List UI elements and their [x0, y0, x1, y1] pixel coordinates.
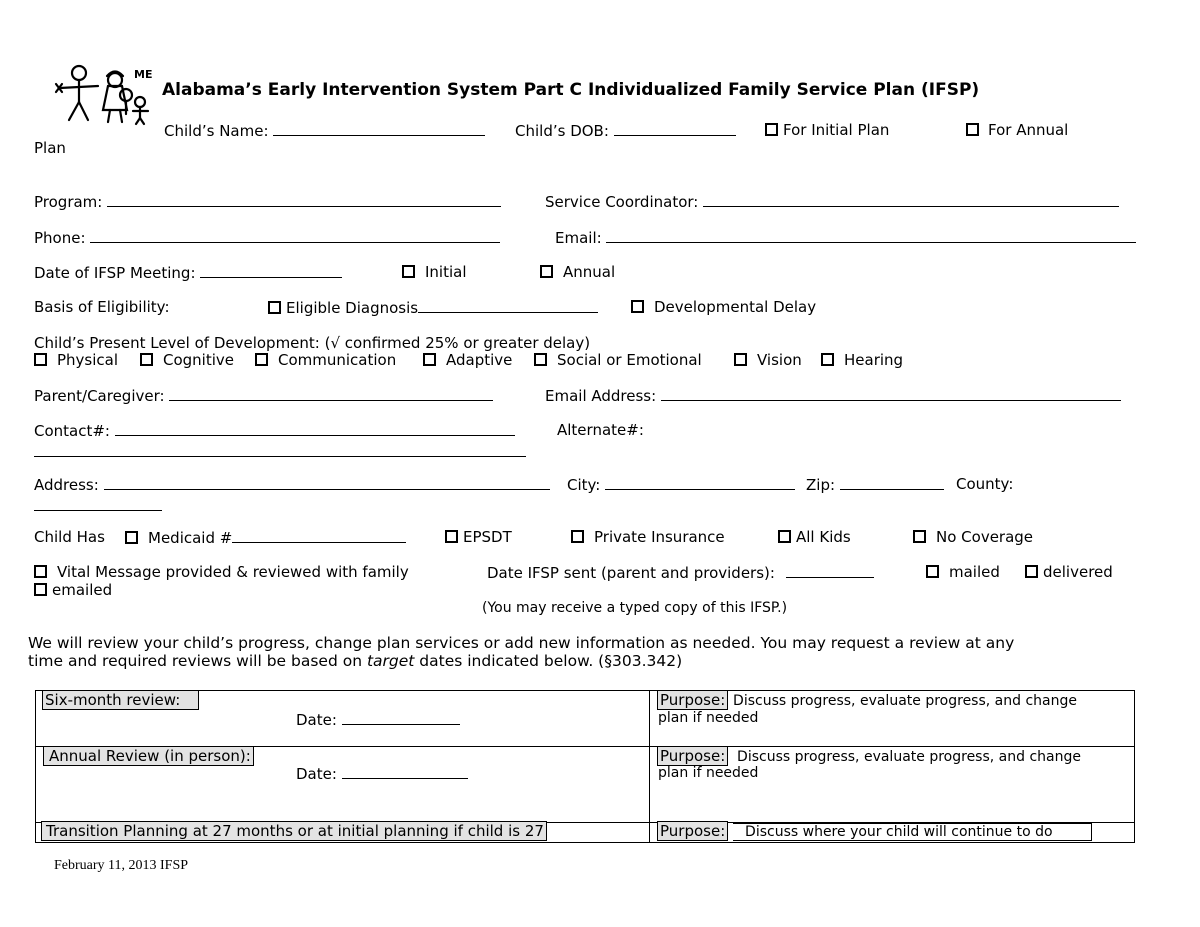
service-coordinator-field[interactable] [703, 193, 1119, 207]
cognitive-checkbox[interactable] [140, 353, 153, 366]
no-coverage-checkbox[interactable] [913, 530, 926, 543]
family-logo [52, 64, 160, 126]
city-label: City: [567, 476, 601, 494]
plan-wrap-label: Plan [34, 139, 66, 157]
email-address-field[interactable] [661, 387, 1121, 401]
physical-checkbox[interactable] [34, 353, 47, 366]
date-ifsp-meeting-label: Date of IFSP Meeting: [34, 264, 196, 282]
vision-checkbox[interactable] [734, 353, 747, 366]
review-text-2a: time and required reviews will be based on [28, 652, 367, 670]
initial-checkbox[interactable] [402, 265, 415, 278]
phone-field[interactable] [90, 229, 500, 243]
annual-review-label: Annual Review (in person): [43, 746, 254, 766]
six-month-review-label: Six-month review: [42, 690, 199, 710]
social-emotional-checkbox[interactable] [534, 353, 547, 366]
childs-name-label: Child’s Name: [164, 122, 269, 140]
zip-label: Zip: [806, 476, 836, 494]
logo-text: ME [134, 68, 153, 81]
domain-adaptive: Adaptive [446, 351, 513, 369]
contact-label: Contact#: [34, 422, 110, 440]
delivered-label: delivered [1043, 563, 1113, 581]
page-title: Alabama’s Early Intervention System Part C Individualized Family Service Plan (IFSP) [162, 80, 980, 100]
annual-plan-checkbox[interactable] [966, 123, 979, 136]
medicaid-field[interactable] [232, 529, 406, 543]
date-ifsp-meeting-field[interactable] [200, 264, 342, 278]
initial-plan-checkbox[interactable] [765, 123, 778, 136]
purpose-3-label: Purpose: [657, 821, 728, 841]
emailed-label: emailed [52, 581, 113, 599]
purpose-3-text: Discuss where your child will continue to do [733, 823, 1092, 841]
address-field[interactable] [104, 476, 550, 490]
email-field[interactable] [606, 229, 1136, 243]
domain-communication: Communication [278, 351, 397, 369]
eligible-diagnosis-checkbox[interactable] [268, 301, 281, 314]
medicaid-checkbox[interactable] [125, 531, 138, 544]
epsdt-checkbox[interactable] [445, 530, 458, 543]
developmental-delay-label: Developmental Delay [654, 298, 817, 316]
purpose-2-text: Discuss progress, evaluate progress, and change [737, 749, 1081, 765]
purpose-1-text: Discuss progress, evaluate progress, and change [733, 693, 1077, 709]
medicaid-label: Medicaid # [148, 529, 233, 547]
domain-vision: Vision [757, 351, 802, 369]
hearing-checkbox[interactable] [821, 353, 834, 366]
email-address-label: Email Address: [545, 387, 657, 405]
footer-date: February 11, 2013 IFSP [54, 858, 189, 873]
parent-caregiver-label: Parent/Caregiver: [34, 387, 165, 405]
service-coordinator-label: Service Coordinator: [545, 193, 699, 211]
private-insurance-label: Private Insurance [594, 528, 725, 546]
transition-planning-label: Transition Planning at 27 months or at initial planning if child is 27 [41, 821, 547, 841]
annual-label: Annual [563, 263, 616, 281]
annual-date-label: Date: [296, 765, 337, 783]
vital-message-label: Vital Message provided & reviewed with family [57, 563, 409, 581]
all-kids-label: All Kids [796, 528, 851, 546]
purpose-1-text-b: plan if needed [658, 710, 759, 726]
review-text-target: target [366, 652, 415, 670]
parent-caregiver-field[interactable] [169, 387, 493, 401]
domain-social-emotional: Social or Emotional [557, 351, 702, 369]
zip-field[interactable] [840, 476, 944, 490]
initial-label: Initial [425, 263, 467, 281]
childs-dob-label: Child’s DOB: [515, 122, 609, 140]
child-has-label: Child Has [34, 528, 105, 546]
county-field[interactable] [34, 510, 162, 511]
annual-plan-label: For Annual [988, 121, 1069, 139]
alternate-field[interactable] [34, 456, 526, 457]
delivered-checkbox[interactable] [1025, 565, 1038, 578]
alternate-label: Alternate#: [557, 421, 644, 439]
program-label: Program: [34, 193, 103, 211]
developmental-delay-checkbox[interactable] [631, 300, 644, 313]
emailed-checkbox[interactable] [34, 583, 47, 596]
all-kids-checkbox[interactable] [778, 530, 791, 543]
mailed-label: mailed [949, 563, 1000, 581]
childs-dob-field[interactable] [614, 122, 736, 136]
phone-label: Phone: [34, 229, 86, 247]
childs-name-field[interactable] [273, 122, 485, 136]
annual-date-field[interactable] [342, 765, 468, 779]
domain-cognitive: Cognitive [163, 351, 235, 369]
private-insurance-checkbox[interactable] [571, 530, 584, 543]
county-label: County: [956, 475, 1014, 493]
review-text-line1: We will review your child’s progress, change plan services or add new information as needed. You may request a review at any [28, 634, 1015, 652]
six-month-date-label: Date: [296, 711, 337, 729]
present-level-label: Child’s Present Level of Development: (√ confirmed 25% or greater delay) [34, 334, 591, 352]
epsdt-label: EPSDT [463, 528, 512, 546]
address-label: Address: [34, 476, 99, 494]
review-text-line2 [28, 653, 682, 670]
eligible-diagnosis-label: Eligible Diagnosis [286, 299, 419, 317]
purpose-2-label: Purpose: [657, 746, 728, 766]
typed-copy-note: (You may receive a typed copy of this IFSP.) [482, 600, 788, 616]
purpose-2-text-b: plan if needed [658, 765, 759, 781]
no-coverage-label: No Coverage [936, 528, 1034, 546]
city-field[interactable] [605, 476, 795, 490]
eligible-diagnosis-field[interactable] [418, 299, 598, 313]
review-text-2c: dates indicated below. (§303.342) [414, 652, 683, 670]
program-field[interactable] [107, 193, 501, 207]
adaptive-checkbox[interactable] [423, 353, 436, 366]
domain-physical: Physical [57, 351, 119, 369]
domain-hearing: Hearing [844, 351, 904, 369]
vital-message-checkbox[interactable] [34, 565, 47, 578]
date-sent-label: Date IFSP sent (parent and providers): [487, 564, 775, 582]
annual-checkbox[interactable] [540, 265, 553, 278]
purpose-1-label: Purpose: [657, 690, 728, 710]
communication-checkbox[interactable] [255, 353, 268, 366]
six-month-date-field[interactable] [342, 711, 460, 725]
mailed-checkbox[interactable] [926, 565, 939, 578]
initial-plan-label: For Initial Plan [783, 121, 890, 139]
contact-field[interactable] [115, 422, 515, 436]
email-label: Email: [555, 229, 602, 247]
basis-eligibility-label: Basis of Eligibility: [34, 298, 170, 316]
date-sent-field[interactable] [786, 564, 874, 578]
